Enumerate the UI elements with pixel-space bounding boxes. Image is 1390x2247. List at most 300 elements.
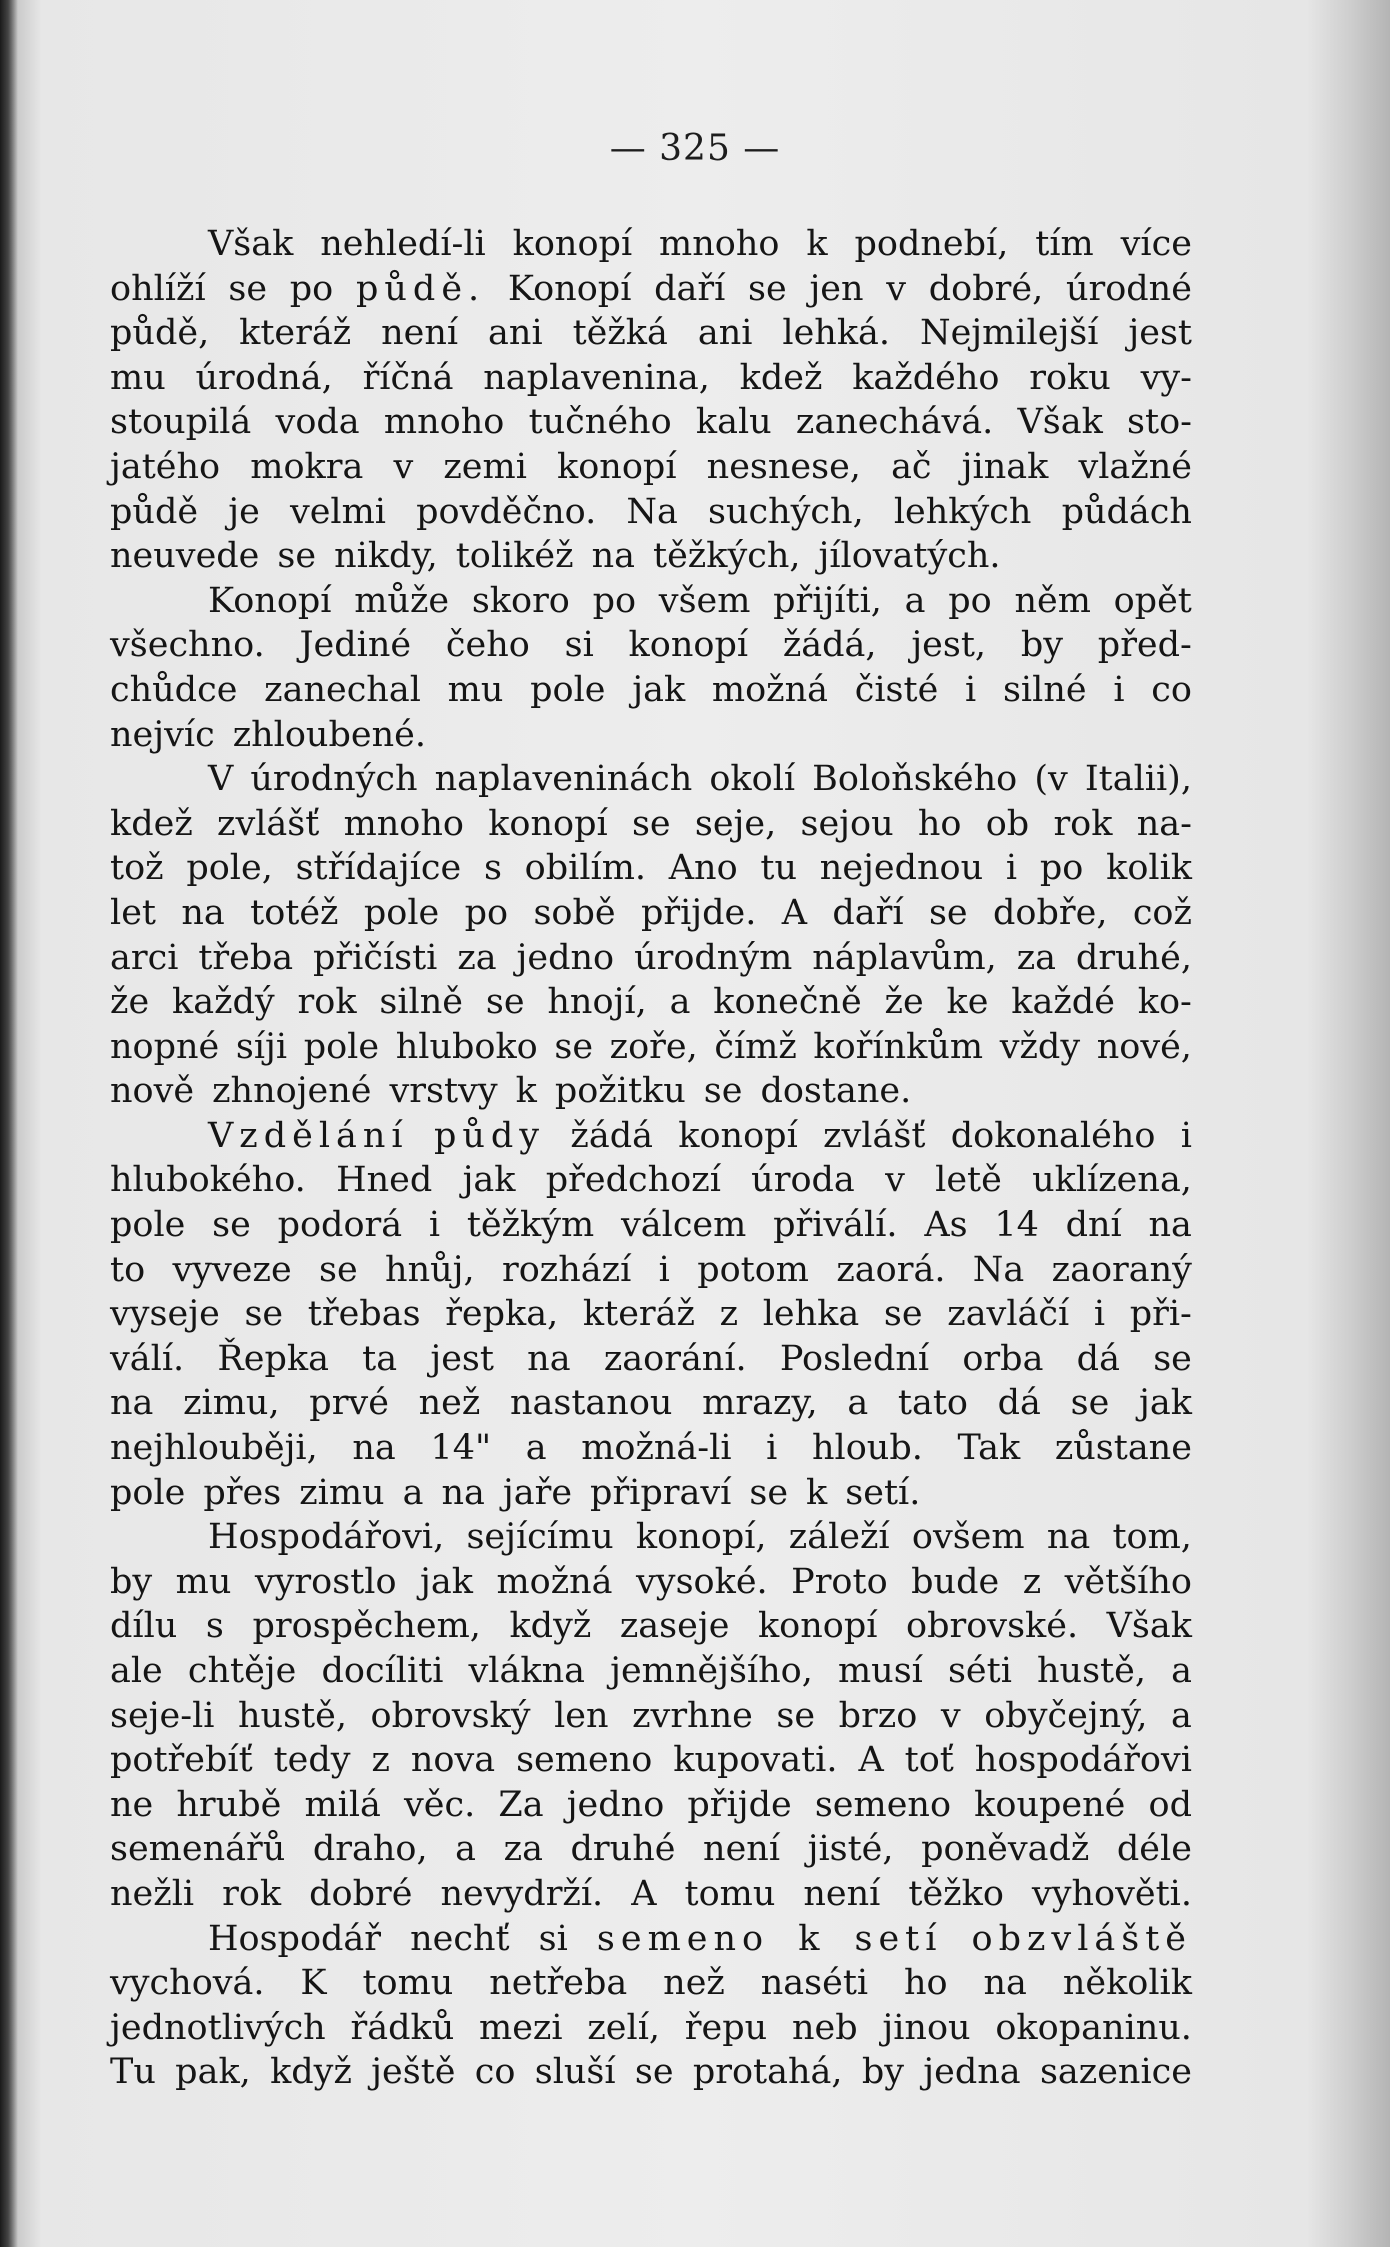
word: ho: [904, 1963, 948, 2004]
word: a: [525, 1428, 547, 1469]
word: možná: [711, 669, 829, 710]
word: ho: [917, 803, 962, 844]
word: koupené: [974, 1784, 1126, 1825]
word: v: [940, 1695, 961, 1736]
word: dní: [1065, 1205, 1122, 1246]
word: hnojí,: [547, 982, 647, 1023]
word: vyseje: [110, 1294, 220, 1335]
word: přijde: [687, 1784, 792, 1825]
word: přičísti: [313, 937, 438, 978]
word: za: [1016, 937, 1056, 978]
word: vy-: [1140, 357, 1192, 398]
word: okolí: [709, 759, 796, 800]
word: na: [110, 1383, 154, 1424]
word: musí: [837, 1651, 923, 1691]
word: něm: [1014, 580, 1091, 621]
word: každé: [1011, 982, 1115, 1023]
word: řádků: [350, 2007, 455, 2048]
word: co: [1151, 669, 1192, 710]
word: zvrhne: [632, 1695, 753, 1736]
word: stoupilá: [110, 402, 252, 443]
word: se: [485, 982, 525, 1023]
word: zaorání.: [603, 1338, 747, 1379]
word: Italii),: [1084, 759, 1192, 800]
word: neuvede: [110, 536, 260, 577]
word: když: [509, 1606, 592, 1647]
word: při-: [1129, 1294, 1192, 1335]
word: semeno: [516, 1740, 653, 1781]
word: jak: [420, 1561, 473, 1602]
word: Však: [1106, 1606, 1192, 1647]
word: Konopí: [507, 268, 632, 309]
word: vždy: [999, 1026, 1081, 1067]
word: přes: [203, 1472, 282, 1513]
word: že: [110, 982, 150, 1023]
word: zanechal: [264, 669, 421, 710]
word: tím: [1035, 224, 1094, 264]
word: by: [110, 1561, 153, 1602]
word: může: [354, 580, 450, 621]
word: kořínkům: [813, 1026, 984, 1067]
word: půdy: [433, 1115, 546, 1156]
text-line: [110, 757, 1192, 802]
word: ob: [985, 803, 1030, 844]
word: se: [319, 1249, 358, 1290]
word: a: [1171, 1651, 1192, 1691]
word: se: [703, 1071, 743, 1112]
word: roku: [1029, 357, 1111, 398]
word: skoro: [471, 580, 570, 621]
word: lehkých: [893, 491, 1032, 532]
word: těžko: [908, 1873, 1004, 1914]
word: silné: [1002, 669, 1087, 710]
word: a: [904, 580, 926, 621]
word: jedna: [923, 2052, 1021, 2093]
text-line: [110, 1827, 1192, 1872]
text-line: [110, 1248, 1192, 1293]
text-line: [110, 1738, 1192, 1783]
word: prvé: [309, 1383, 389, 1424]
word: dá: [1076, 1338, 1120, 1379]
text-line: [110, 445, 1192, 490]
word: naplaveninách: [434, 759, 693, 800]
word: konopí: [628, 625, 749, 666]
word: nehledí-li: [320, 224, 486, 264]
word: pak,: [175, 2052, 251, 2093]
word: pole: [110, 1205, 186, 1246]
word: pole: [363, 892, 440, 933]
word: a: [1171, 1695, 1192, 1736]
word: tolikéž: [455, 536, 574, 577]
text-line: [110, 267, 1192, 312]
word: pole,: [186, 848, 273, 889]
text-line: [110, 1203, 1192, 1248]
word: že: [884, 982, 924, 1023]
text-line: [110, 1337, 1192, 1382]
word: třeba: [198, 937, 294, 978]
word: zimu: [299, 1472, 385, 1513]
word: po: [592, 580, 637, 621]
word: arci: [110, 937, 179, 978]
word: pole: [530, 669, 606, 710]
word: jest: [1128, 313, 1192, 354]
word: kalu: [695, 402, 772, 443]
word: s: [483, 848, 502, 889]
word: obrovské.: [906, 1606, 1079, 1647]
word: když: [270, 2052, 352, 2093]
word: sluší: [534, 2052, 616, 2093]
word: sejou: [800, 803, 894, 844]
word: nejednou: [819, 848, 984, 889]
word: i: [658, 1249, 670, 1290]
word: zaseje: [619, 1606, 730, 1647]
word: nežli: [110, 1873, 195, 1914]
word: po: [1039, 848, 1084, 889]
text-line: [110, 846, 1192, 891]
word: nejvíc: [110, 714, 215, 755]
word: Poslední: [779, 1338, 930, 1379]
word: nova: [410, 1740, 496, 1781]
word: by: [861, 2052, 904, 2093]
word: ta: [362, 1338, 398, 1379]
word: ko-: [1137, 982, 1192, 1023]
word: několik: [1062, 1963, 1192, 2004]
word: zanechává.: [795, 402, 994, 443]
word: půdě: [110, 491, 199, 532]
word: tedy: [273, 1740, 351, 1781]
text-line: [110, 980, 1192, 1025]
word: sobě: [533, 892, 616, 933]
word: suchých,: [708, 491, 864, 532]
word: na: [441, 1472, 485, 1513]
word: z: [719, 1294, 739, 1335]
word: Vzdělání: [208, 1115, 409, 1156]
word: 14": [430, 1428, 492, 1469]
word: přijíti,: [773, 580, 882, 621]
word: Na: [626, 491, 678, 532]
word: k: [806, 224, 828, 264]
word: nové,: [1096, 1026, 1192, 1067]
text-line: [110, 1649, 1192, 1694]
word: docíliti: [321, 1651, 444, 1691]
word: hloub.: [811, 1428, 923, 1469]
word: rozhází: [502, 1249, 632, 1290]
word: se: [1153, 1338, 1192, 1379]
word: žádá,: [782, 625, 877, 666]
word: neb: [791, 2007, 858, 2048]
body-text: [110, 222, 1192, 2095]
word: protahá,: [692, 2052, 843, 2093]
binding-shadow: [0, 0, 18, 2247]
word: Na: [972, 1249, 1025, 1290]
word: let: [110, 892, 156, 933]
word: za: [503, 1829, 543, 1870]
word: úrodným: [634, 937, 793, 978]
word: před-: [1097, 625, 1192, 666]
word: se: [1070, 1383, 1110, 1424]
word: Konopí: [208, 580, 332, 621]
word: velmi: [289, 491, 386, 532]
word: nejhlouběji,: [110, 1428, 318, 1469]
word: i: [766, 1428, 778, 1469]
word: zůstane: [1054, 1428, 1192, 1469]
text-line: [110, 534, 1192, 579]
word: rok: [297, 982, 357, 1023]
word: se: [748, 268, 787, 309]
word: tomu: [362, 1963, 454, 2004]
text-line: [110, 713, 1192, 758]
word: Za: [498, 1784, 544, 1825]
word: mezi: [479, 2007, 563, 2048]
word: (v: [1034, 759, 1068, 800]
word: čisté: [854, 669, 939, 710]
word: obyčejný,: [984, 1695, 1148, 1736]
word: jak: [462, 1160, 516, 1201]
word: na-: [1136, 803, 1192, 844]
word: se: [749, 1472, 789, 1513]
word: chůdce: [110, 669, 238, 710]
word: vlažné: [1078, 446, 1192, 487]
word: přijde.: [640, 892, 757, 933]
word: jedno: [516, 937, 615, 978]
word: zavláčí: [947, 1294, 1070, 1335]
word: i: [1093, 1294, 1106, 1335]
word: chtěje: [187, 1651, 297, 1691]
text-line: [110, 1917, 1192, 1962]
word: po: [289, 268, 334, 309]
word: nikdy,: [334, 536, 438, 577]
word: setí.: [845, 1472, 921, 1513]
word: hospodářovi: [974, 1740, 1192, 1781]
word: na: [527, 1338, 571, 1379]
word: semeno: [596, 1918, 770, 1959]
word: většího: [1064, 1561, 1192, 1602]
word: si: [564, 625, 594, 666]
word: vyveze: [172, 1249, 292, 1290]
word: jak: [1139, 1383, 1192, 1424]
word: lehka: [762, 1294, 860, 1335]
word: seje,: [694, 803, 777, 844]
word: k: [798, 1918, 826, 1959]
word: jinak: [961, 446, 1049, 487]
word: voda: [275, 402, 360, 443]
word: druhé,: [1075, 937, 1192, 978]
word: z: [1022, 1561, 1042, 1602]
word: Řepka: [217, 1338, 329, 1379]
word: tomu: [684, 1873, 776, 1914]
word: brzo: [838, 1695, 918, 1736]
word: opět: [1113, 580, 1192, 621]
word: z: [371, 1740, 390, 1781]
word: zhloubené.: [232, 714, 426, 755]
word: čeho: [445, 625, 530, 666]
word: a: [402, 1472, 424, 1513]
word: si: [538, 1918, 568, 1959]
word: se: [776, 1695, 816, 1736]
word: to: [110, 1249, 146, 1290]
word: řepu: [684, 2007, 768, 2048]
word: Však: [208, 224, 294, 264]
word: ovšem: [911, 1517, 1025, 1558]
word: prospěchem,: [252, 1606, 481, 1647]
word: Ano: [668, 848, 738, 889]
word: uklízena,: [1032, 1160, 1192, 1201]
word: jen: [809, 268, 864, 309]
word: se: [244, 1294, 284, 1335]
word: dílu: [110, 1606, 178, 1647]
word: k: [515, 1071, 537, 1112]
word: druhé: [570, 1829, 676, 1870]
word: úrodná,: [195, 357, 333, 398]
word: obilím.: [524, 848, 647, 889]
word: se: [228, 268, 268, 309]
word: síji: [235, 1026, 288, 1067]
word: není: [703, 1829, 781, 1870]
word: nopné: [110, 1026, 220, 1067]
word: jatého: [110, 446, 221, 487]
word: se: [631, 803, 671, 844]
word: konopí: [512, 224, 633, 264]
word: s: [205, 1606, 224, 1647]
text-line: [110, 490, 1192, 535]
word: konopí: [488, 803, 608, 844]
text-line: [110, 1560, 1192, 1605]
word: podnebí,: [854, 224, 1009, 264]
text-line: [110, 1426, 1192, 1471]
word: tož: [110, 848, 164, 889]
word: kdež: [110, 803, 193, 844]
word: rok: [222, 1873, 282, 1914]
word: A: [631, 1873, 657, 1914]
word: mokra: [250, 446, 364, 487]
word: milá: [304, 1784, 381, 1825]
text-line: [110, 400, 1192, 445]
word: ne: [110, 1784, 154, 1825]
text-line: [110, 1025, 1192, 1070]
word: zelí,: [587, 2007, 661, 2048]
word: než: [663, 1963, 725, 2004]
word: nesnese,: [706, 446, 861, 487]
word: mnoho: [343, 803, 464, 844]
word: Však: [1017, 402, 1103, 443]
word: úrodných: [250, 759, 418, 800]
word: a: [669, 982, 691, 1023]
word: vyhověti.: [1031, 1873, 1192, 1914]
word: semenářů: [110, 1829, 286, 1870]
word: Hned: [336, 1160, 433, 1201]
word: čímž: [714, 1026, 797, 1067]
word: se: [212, 1205, 251, 1246]
word: vyrostlo: [254, 1561, 397, 1602]
text-line: [110, 311, 1192, 356]
text-line: [110, 1783, 1192, 1828]
word: žádá: [570, 1115, 653, 1156]
word: konopí: [757, 1606, 878, 1647]
text-line: [110, 1961, 1192, 2006]
word: pole: [110, 1472, 186, 1513]
word: konopí: [678, 1115, 798, 1156]
word: v: [886, 268, 907, 309]
word: půdě,: [110, 313, 210, 354]
word: připraví: [590, 1472, 732, 1513]
word: tučného: [528, 402, 672, 443]
word: draho,: [312, 1829, 428, 1870]
word: vlákna: [468, 1651, 585, 1691]
word: kupovati.: [673, 1740, 838, 1781]
word: semeno: [814, 1784, 952, 1825]
word: konečně: [713, 982, 862, 1023]
word: Tu: [110, 2052, 156, 2093]
word: totéž: [250, 892, 339, 933]
text-line: [110, 1069, 1192, 1114]
word: náplavům,: [812, 937, 997, 978]
word: mrazy,: [702, 1383, 818, 1424]
word: kteráž: [582, 1294, 695, 1335]
word: jinou: [882, 2007, 971, 2048]
word: jest: [430, 1338, 494, 1379]
word: ještě: [371, 2052, 456, 2093]
word: válcem: [620, 1205, 747, 1246]
word: vychová.: [110, 1963, 265, 2004]
word: ani: [697, 313, 753, 354]
word: na: [983, 1963, 1027, 2004]
word: ač: [891, 446, 932, 487]
word: len: [554, 1695, 609, 1736]
word: těžká: [572, 313, 668, 354]
word: jílovatých.: [818, 536, 1001, 577]
word: se: [554, 1026, 594, 1067]
word: nechť: [410, 1918, 510, 1959]
word: mnoho: [659, 224, 780, 264]
word: dokonalého: [950, 1115, 1156, 1156]
word: rok: [1053, 803, 1113, 844]
word: naplavenina,: [483, 357, 710, 398]
word: mu: [447, 669, 504, 710]
word: na: [1148, 1205, 1192, 1246]
word: i: [1005, 848, 1018, 889]
word: vrstvy: [389, 1071, 498, 1112]
word: a: [847, 1383, 869, 1424]
word: se: [277, 536, 317, 577]
word: těžkých,: [653, 536, 801, 577]
word: ani: [488, 313, 543, 354]
text-line: [110, 891, 1192, 936]
word: mnoho: [383, 402, 505, 443]
word: řepka,: [445, 1294, 559, 1335]
word: není: [803, 1873, 881, 1914]
word: zaoraný: [1051, 1249, 1192, 1290]
word: hustě,: [238, 1695, 347, 1736]
word: tom,: [1112, 1517, 1192, 1558]
word: na: [181, 892, 225, 933]
word: Boloňského: [812, 759, 1018, 800]
word: K: [300, 1963, 327, 2004]
word: říčná: [362, 357, 454, 398]
word: konopí: [557, 446, 677, 487]
word: sejícímu: [466, 1517, 614, 1558]
word: hnůj,: [385, 1249, 475, 1290]
word: dá: [997, 1383, 1041, 1424]
text-line: [110, 623, 1192, 668]
word: déle: [1116, 1829, 1192, 1870]
word: dobré: [309, 1873, 413, 1914]
word: okopaninu.: [995, 2007, 1192, 2048]
text-line: [110, 579, 1192, 624]
word: se: [883, 1294, 923, 1335]
word: mu: [110, 357, 166, 398]
word: což: [1132, 892, 1192, 933]
word: toť: [904, 1740, 954, 1781]
